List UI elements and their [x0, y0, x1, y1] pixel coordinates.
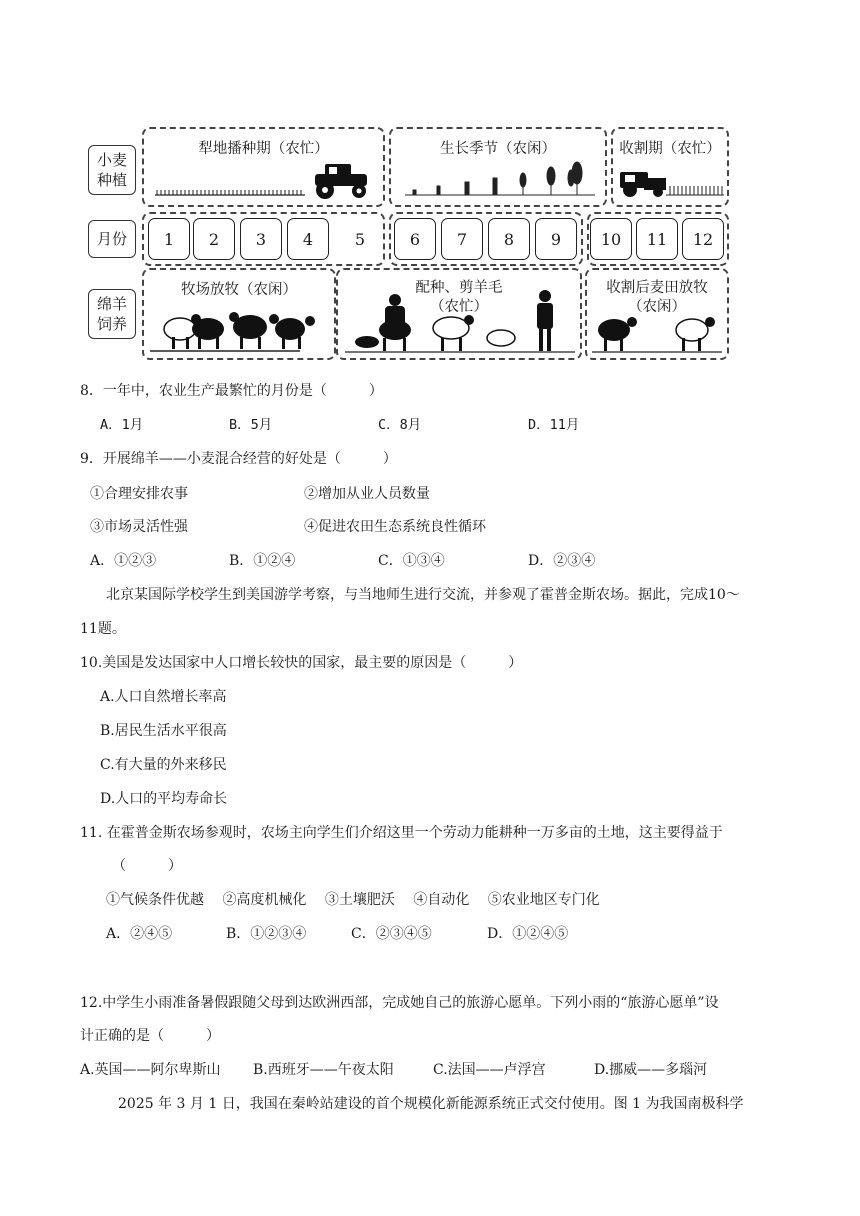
- sheep-phase-breeding-label: 配种、剪羊毛: [415, 280, 503, 296]
- month-box-6: 6: [394, 218, 436, 260]
- q8-option-a: A．1月: [100, 417, 144, 433]
- sheep-phase-breeding-label-2: （农忙）: [430, 299, 488, 315]
- q12-option-c: C.法国——卢浮宫: [433, 1062, 546, 1078]
- combine-harvester-illustration: [614, 162, 726, 200]
- q11-stem-line2: （ ）: [112, 858, 182, 874]
- q9-item-4: ④促进农田生态系统良性循环: [304, 519, 486, 535]
- q12-option-b: B.西班牙——午夜太阳: [253, 1062, 394, 1078]
- month-box-8: 8: [488, 218, 530, 260]
- wheat-phase-harvest-label: 收割期（农忙）: [619, 141, 721, 157]
- month-box-9: 9: [535, 218, 577, 260]
- q11-option-d: D．①②④⑤: [487, 926, 569, 942]
- q9-option-d: D．②③④: [528, 553, 596, 569]
- sheep-phase-grazing-label: 牧场放牧（农闲）: [181, 282, 297, 298]
- q8-option-d: D．11月: [528, 417, 580, 433]
- q11-option-c: C．②③④⑤: [351, 926, 432, 942]
- row-label-sheep: [88, 289, 136, 339]
- wheat-phase-sowing-label: 犁地播种期（农忙）: [198, 141, 329, 157]
- month-box-1: 1: [148, 218, 190, 260]
- q10-option-a: A.人口自然增长率高: [100, 689, 227, 705]
- month-box-4: 4: [287, 218, 329, 260]
- q11-stem-line1: 11. 在霍普金斯农场参观时，农场主向学生们介绍这里一个劳动力能耕种一万多亩的土地，这主要得益于: [80, 825, 723, 841]
- sheep-phase-stubble-label: 收割后麦田放牧: [606, 280, 708, 296]
- shearing-breeding-illustration: [345, 286, 575, 356]
- stubble-grazing-illustration: [592, 310, 722, 356]
- q10-stem: 10.美国是发达国家中人口增长较快的国家，最主要的原因是（ ）: [80, 655, 523, 671]
- month-box-12: 12: [682, 218, 724, 260]
- row-label-sheep-text: 绵羊 饲养: [96, 295, 127, 333]
- intro-13-line1: 2025 年 3 月 1 日，我国在秦岭站建设的首个规模化新能源系统正式交付使用。图 1 为我国南极科学: [118, 1096, 744, 1112]
- q12-option-a: A.英国——阿尔卑斯山: [80, 1062, 221, 1078]
- month-box-7: 7: [441, 218, 483, 260]
- row-label-month-text: 月份: [96, 230, 127, 248]
- intro-10-11-line2: 11题。: [80, 621, 126, 637]
- q8-option-b: B．5月: [229, 417, 273, 433]
- month-box-5: 5: [354, 229, 366, 249]
- wheat-growth-stages-illustration: [405, 160, 595, 200]
- sheep-phase-stubble-label-2: （农闲）: [628, 299, 686, 315]
- q10-option-b: B.居民生活水平很高: [100, 723, 227, 739]
- q9-stem: 9．开展绵羊——小麦混合经营的好处是（ ）: [80, 451, 397, 467]
- q9-item-3: ③市场灵活性强: [90, 519, 188, 535]
- q8-option-c: C．8月: [378, 417, 422, 433]
- q9-option-b: B．①②④: [229, 553, 296, 569]
- month-box-11: 11: [636, 218, 678, 260]
- q11-option-a: A．②④⑤: [106, 926, 173, 942]
- q9-item-2: ②增加从业人员数量: [304, 486, 430, 502]
- row-label-wheat-text: 小麦 种植: [96, 151, 127, 189]
- sheep-grazing-illustration: [150, 305, 330, 355]
- q9-option-a: A．①②③: [90, 553, 157, 569]
- q9-option-c: C．①③④: [378, 553, 445, 569]
- q10-option-d: D.人口的平均寿命长: [100, 791, 228, 807]
- month-box-2: 2: [193, 218, 235, 260]
- intro-10-11-line1: 北京某国际学校学生到美国游学考察，与当地师生进行交流，并参观了霍普金斯农场。据此，完成10～: [106, 587, 740, 603]
- q11-option-b: B．①②③④: [226, 926, 307, 942]
- q12-stem-line2: 计正确的是（ ）: [80, 1028, 220, 1044]
- tractor-plowing-illustration: [155, 160, 370, 200]
- row-label-month: [88, 220, 136, 258]
- q8-stem: 8．一年中，农业生产最繁忙的月份是（ ）: [80, 383, 383, 399]
- row-label-wheat: [88, 145, 136, 195]
- month-box-10: 10: [590, 218, 632, 260]
- q11-items: ①气候条件优越 ②高度机械化 ③土壤肥沃 ④自动化 ⑤农业地区专门化: [106, 892, 600, 908]
- month-box-3: 3: [240, 218, 282, 260]
- q12-option-d: D.挪威——多瑙河: [594, 1062, 708, 1078]
- q9-item-1: ①合理安排农事: [90, 486, 188, 502]
- q12-stem-line1: 12.中学生小雨准备暑假跟随父母到达欧洲西部，完成她自己的旅游心愿单。下列小雨的“旅游心愿单”设: [80, 995, 719, 1011]
- q10-option-c: C.有大量的外来移民: [100, 757, 227, 773]
- wheat-phase-growing-label: 生长季节（农闲）: [440, 141, 556, 157]
